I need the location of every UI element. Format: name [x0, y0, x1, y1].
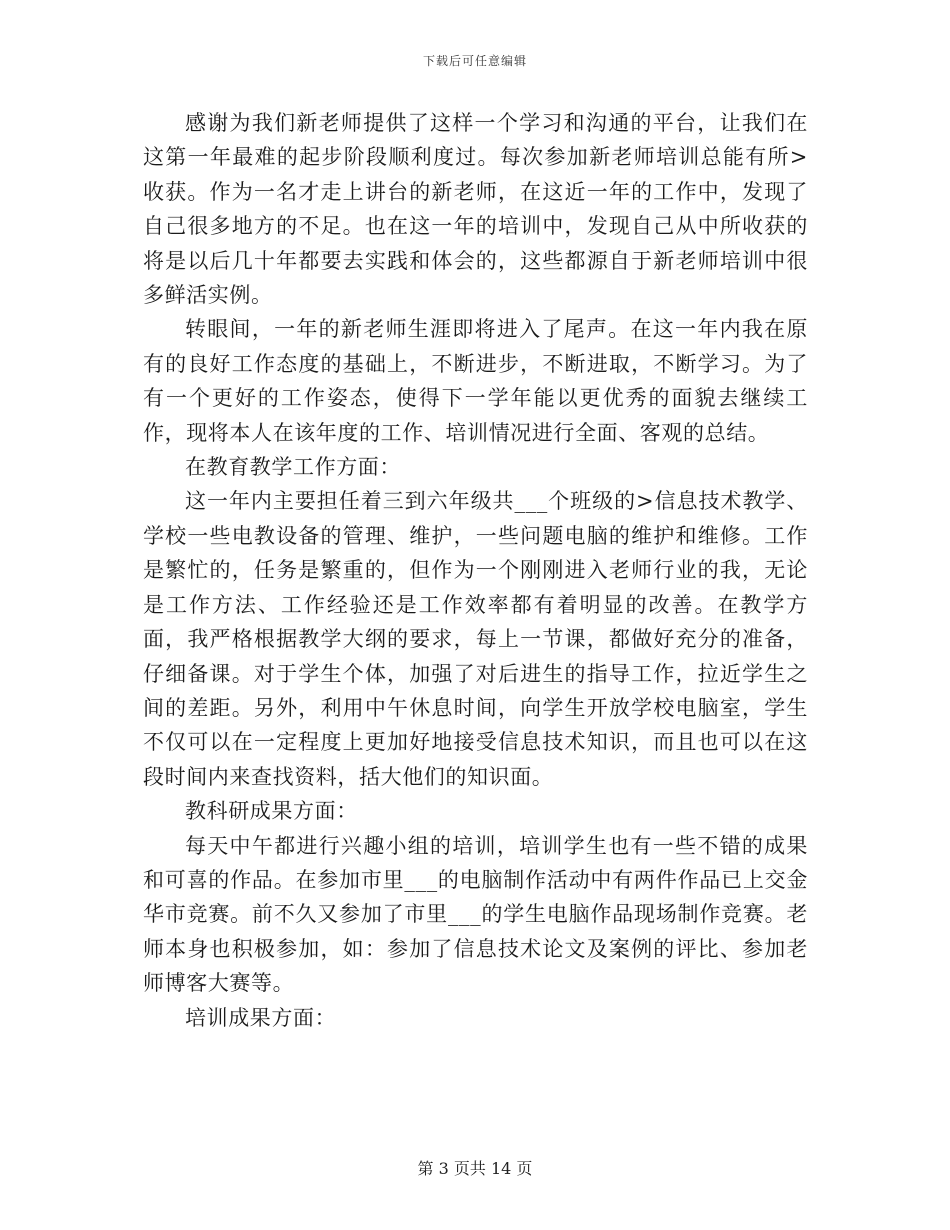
section-heading-research: 教科研成果方面：: [185, 799, 358, 824]
page-header: 下载后可任意编辑: [422, 54, 527, 68]
paragraph-gratitude: 感谢为我们新老师提供了这样一个学习和沟通的平台，让我们在这第一年最难的起步阶段顺利度过。每次参加新老师培训总能有所>收获。作为一名才走上讲台的新老师，在这近一年的工作中，发现了自己很多地方的不足。也在这一年的培训中，发现自己从中所收获的将是以后几十年都要去实践和体会的，这些都源自于新老师培训中很多鲜活实例。: [143, 111, 808, 308]
section-heading-training: 培训成果方面：: [185, 1005, 337, 1030]
section-heading-teaching: 在教育教学工作方面：: [185, 455, 401, 480]
paragraph-year-summary: 转眼间，一年的新老师生涯即将进入了尾声。在这一年内我在原有的良好工作态度的基础上，不断进步，不断进取，不断学习。为了有一个更好的工作姿态，使得下一学年能以更优秀的面貌去继续工作，现将本人在该年度的工作、培训情况进行全面、客观的总结。: [143, 317, 808, 445]
paragraph-teaching-work: 这一年内主要担任着三到六年级共___个班级的>信息技术教学、学校一些电教设备的管理、维护，一些问题电脑的维护和维修。工作是繁忙的，任务是繁重的，但作为一个刚刚进入老师行业的我，无论是工作方法、工作经验还是工作效率都有着明显的改善。在教学方面，我严格根据教学大纲的要求，每上一节课，都做好充分的准备，仔细备课。对于学生个体，加强了对后进生的指导工作，拉近学生之间的差距。另外，利用中午休息时间，向学生开放学校电脑室，学生不仅可以在一定程度上更加好地接受信息技术知识，而且也可以在这段时间内来查找资料，括大他们的知识面。: [143, 489, 808, 789]
page-number: 第 3 页共 14 页: [417, 1159, 533, 1178]
document-body: [143, 106, 808, 1035]
paragraph-research-results: 每天中午都进行兴趣小组的培训，培训学生也有一些不错的成果和可喜的作品。在参加市里___的电脑制作活动中有两件作品已上交金华市竞赛。前不久又参加了市里___的学生电脑作品现场制作竞赛。老师本身也积极参加，如：参加了信息技术论文及案例的评比、参加老师博客大赛等。: [143, 833, 808, 996]
